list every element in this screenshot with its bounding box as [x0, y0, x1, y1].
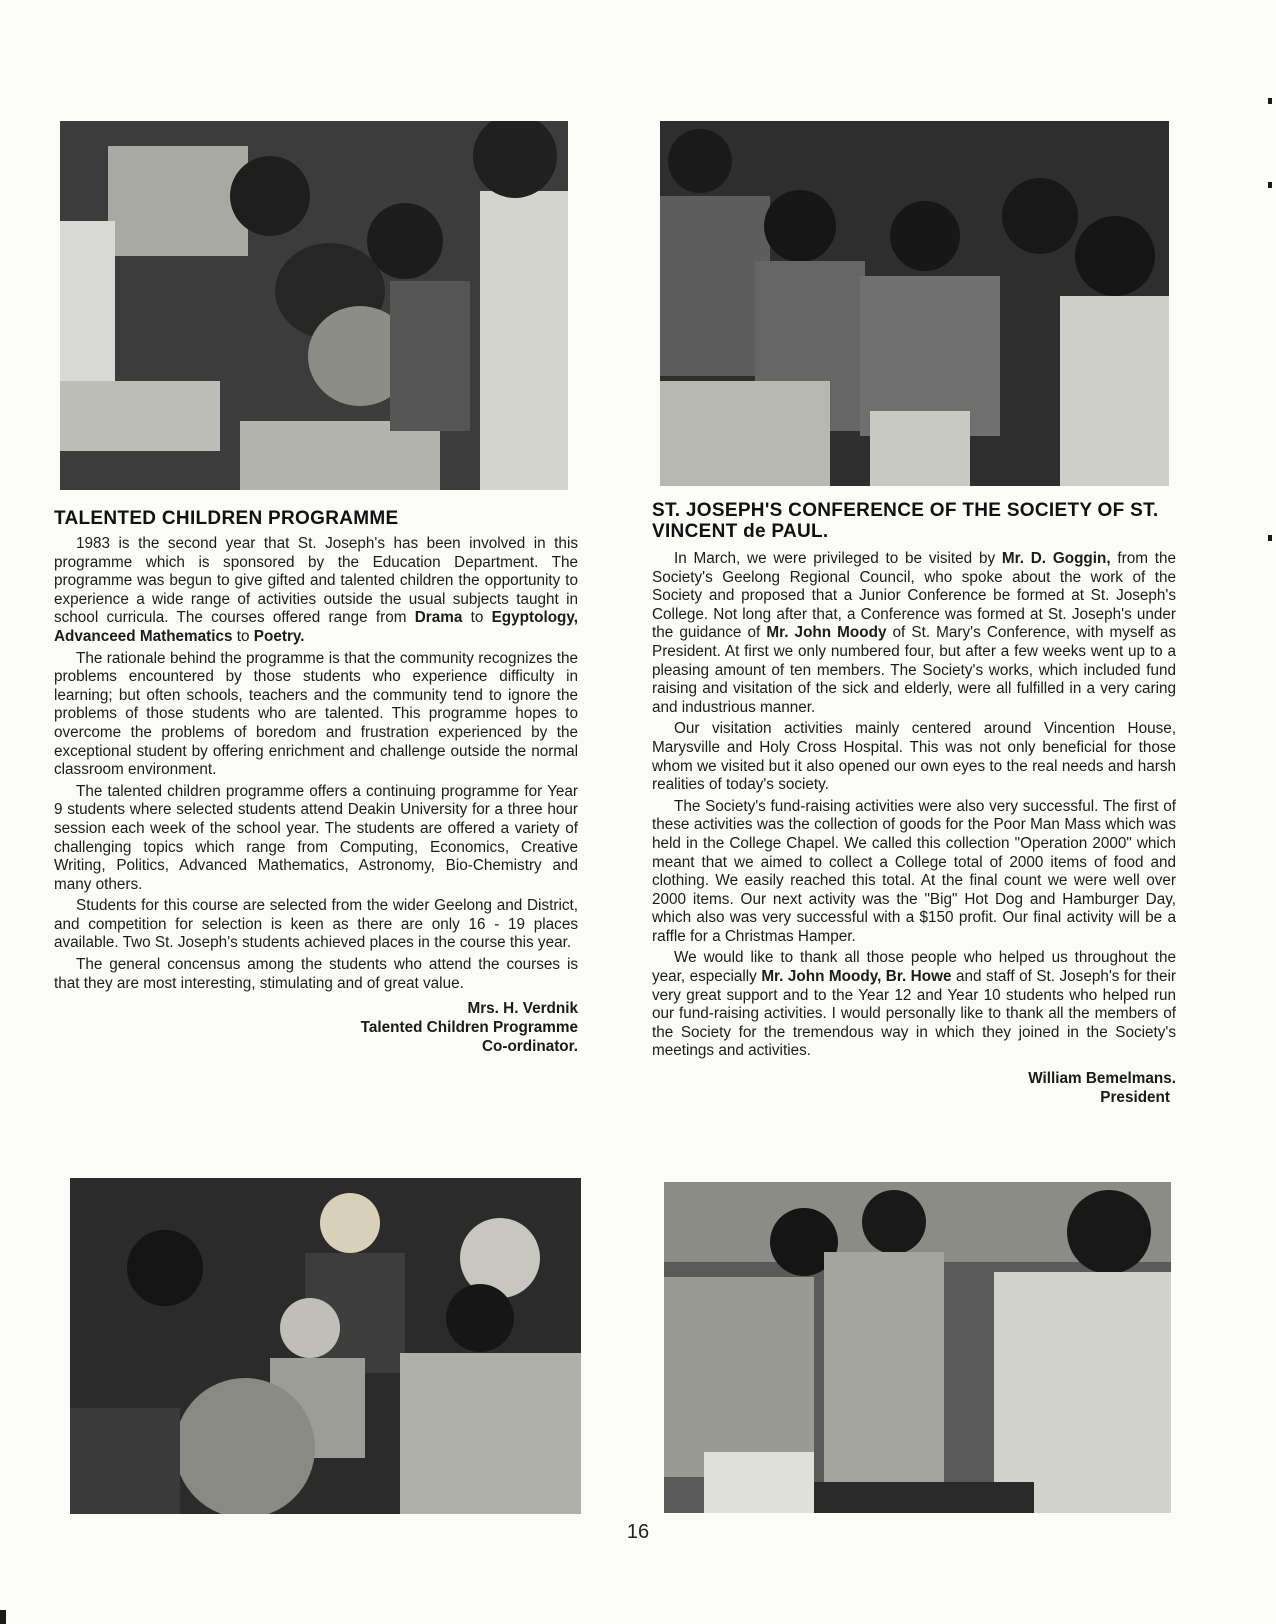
text-run: to: [232, 627, 254, 645]
signature-role: President: [1100, 1089, 1170, 1107]
signature-name: Mrs. H. Verdnik: [467, 1000, 578, 1018]
right-article-title: ST. JOSEPH'S CONFERENCE OF THE SOCIETY OF ST. VINCENT de PAUL.: [652, 500, 1159, 542]
text-run: 1983 is the second year that St. Joseph's has been involved in this programme which is sponsored by the Education Department. The programme was begun to give gifted and talented children the opportunity to experience a wide range of activities outside the usual subjects taught in school curricula. The courses offered range from: [54, 535, 578, 627]
bold-run: Egyptology, Advanceed Mathematics: [54, 609, 579, 645]
signature-name: William Bemelmans.: [1028, 1070, 1176, 1088]
text-run: of St. Mary's Conference, with myself as President. At first we only numbered four, but after a few weeks went up to a pleasing amount of ten members. The Society's works, which included fund raising and visitation of the sick and elderly, were all fulfilled in a very caring and industrious manner.: [652, 624, 1176, 716]
text-run: from the Society's Geelong Regional Council, who spoke about the work of the Society and proposed that a Junior Conference be formed at St. Joseph's College. Not long after that, a Conference was formed at St. Joseph's under the guidance of: [652, 550, 1177, 642]
left-article-paragraph: The general concensus among the students who attend the courses is that they are most interesting, stimulating and of great value.: [54, 956, 578, 992]
photo-hot-dog-stall-image: [664, 1182, 1171, 1513]
bold-run: Drama: [414, 609, 463, 627]
photo-computer-students: [60, 121, 568, 490]
photo-packing-goods-image: [660, 121, 1169, 486]
bold-run: Mr. John Moody, Br. Howe: [761, 968, 952, 986]
page-number: 16: [626, 1521, 650, 1543]
bold-run: Poetry.: [253, 627, 305, 645]
photo-classroom-writing: [70, 1178, 581, 1514]
text-run: We would like to thank all those people who helped us throughout the year, especially: [652, 949, 1176, 986]
left-article: [54, 508, 578, 1056]
right-article-paragraph: The Society's fund-raising activities were also very successful. The first of these activities was the collection of goods for the Poor Man Mass which was held in the College Chapel. We called this collection "Operation 2000" which meant that we aimed to collect a College total of 2000 items of food and clothing. We easily reached this total. At the final count we were well over 2000 items. Our next activity was the "Big" Hot Dog and Hamburger Day, which also was very successful with a $150 profit. Our final activity will be a raffle for a Christmas Hamper.: [652, 797, 1176, 945]
left-article-paragraph: The talented children programme offers a continuing programme for Year 9 students where selected students attend Deakin University for a three hour session each week of the school year. The students are offered a variety of challenging topics which range from Computing, Economics, Creative Writing, Politics, Advanced Mathematics, Astronomy, Bio-Chemistry and many others.: [54, 782, 578, 893]
bold-run: Mr. John Moody: [766, 624, 887, 642]
photo-hot-dog-stall: [664, 1182, 1171, 1513]
text-run: and staff of St. Joseph's for their very great support and to the Year 12 and Year 10 students who helped run our fund-raising activities. I would personally like to thank all the members of the Society for the tremendous way in which they joined in the Society's meetings and activities.: [652, 968, 1176, 1060]
photo-classroom-writing-image: [70, 1178, 581, 1514]
text-run: to: [462, 609, 492, 627]
bold-run: Mr. D. Goggin,: [1001, 550, 1111, 567]
signature-role: Co-ordinator.: [481, 1038, 578, 1056]
right-article-signature: [652, 1069, 1176, 1107]
left-article-paragraph: [54, 535, 578, 647]
signature-role: Talented Children Programme: [360, 1019, 578, 1037]
text-run: In March, we were privileged to be visited by: [674, 550, 1002, 567]
left-article-paragraph: The rationale behind the programme is that the community recognizes the problems encountered by those students who experience difficulty in learning; but often schools, teachers and the community tend to ignore the problems of those students who are talented. This programme hopes to overcome the problems of boredom and frustration experienced by the exceptional student by offering enrichment and challenge outside the normal classroom environment.: [54, 649, 578, 779]
right-article-paragraph: Our visitation activities mainly centered around Vincention House, Marysville and Holy Cross Hospital. This was not only beneficial for those whom we visited but it also opened our own eyes to the real needs and harsh realities of today's society.: [652, 720, 1176, 794]
right-article-paragraph: [652, 949, 1176, 1061]
scan-edge-mark: [1268, 182, 1272, 188]
scan-edge-mark: [1268, 535, 1272, 541]
scan-edge-mark: [0, 1610, 6, 1624]
photo-packing-goods: [660, 121, 1169, 486]
photo-computer-students-image: [60, 121, 568, 490]
left-article-title: TALENTED CHILDREN PROGRAMME: [54, 508, 399, 529]
left-article-signature: [54, 999, 578, 1056]
right-article-paragraph: [652, 550, 1176, 717]
scan-edge-mark: [1268, 98, 1272, 104]
right-article: [652, 500, 1176, 1107]
left-article-paragraph: Students for this course are selected from the wider Geelong and District, and competition for selection is keen as there are only 16 - 19 places available. Two St. Joseph's students achieved places in the course this year.: [54, 897, 578, 952]
